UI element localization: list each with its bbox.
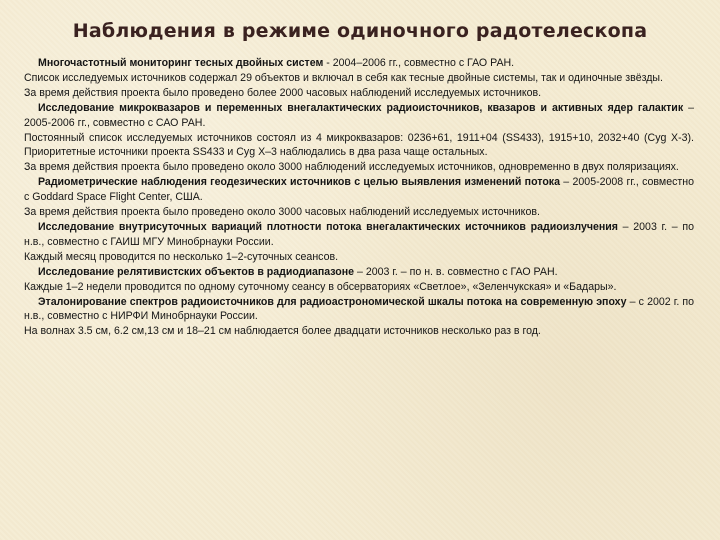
section-title: Радиометрические наблюдения геодезических источников с целью выявления изменений потока [38, 176, 560, 189]
section-period: – 2005-2006 гг., совместно с САО РАН. [24, 101, 694, 129]
section-period: – 2003 г. – по н. в. совместно с ГАО РАН. [354, 265, 558, 278]
section-text: За время действия проекта было проведено более 2000 часовых наблюдений исследуемых источников. [24, 86, 542, 99]
slide-title-text: Наблюдения в режиме одиночного радотелескопа [72, 20, 648, 42]
section-period: – 2003 г. – по н.в., совместно с ГАИШ МГУ Минобрнауки России. [24, 220, 694, 248]
section-title: Исследование микроквазаров и переменных внегалактических радиоисточников, квазаров и активных ядер галактик [38, 101, 684, 114]
section-heading [24, 265, 694, 280]
section-text: За время действия проекта было проведено около 3000 наблюдений исследуемых источников, одновременно в двух поляризациях. [24, 161, 679, 174]
section-text: Список исследуемых источников содержал 29 объектов и включал в себя как тесные двойные системы, так и одиночные звёзды. [24, 71, 663, 84]
section-title: Исследование внутрисуточных вариаций плотности потока внегалактических источников радиоизлучения [38, 220, 618, 233]
slide-title [0, 20, 720, 42]
section-period: – 2005-2008 гг., совместно с Goddard Space Flight Center, США. [24, 176, 694, 204]
section-title: Исследование релятивистских объектов в радиодиапазоне [38, 265, 355, 278]
section-period: - 2004–2006 гг., совместно с ГАО РАН. [323, 57, 515, 69]
section-heading [24, 56, 694, 71]
section-heading [24, 220, 694, 250]
section-period: – с 2002 г. по н.в., совместно с НИРФИ Минобрнауки России. [24, 295, 694, 323]
section-text: Каждые 1–2 недели проводится по одному суточному сеансу в обсерваториях «Светлое», «Зеленчукская» и «Бадары». [24, 280, 617, 293]
slide-content [24, 56, 694, 339]
section-title: Многочастотный мониторинг тесных двойных систем [38, 57, 324, 69]
section-text: За время действия проекта было проведено около 3000 часовых наблюдений исследуемых источников. [24, 206, 540, 219]
section-title: Эталонирование спектров радиоисточников для радиоастрономической шкалы потока на современную эпоху [38, 295, 627, 308]
section-text: На волнах 3.5 см, 6.2 см,13 см и 18–21 см наблюдается более двадцати источников несколько раз в год. [24, 325, 541, 338]
section-heading [24, 175, 694, 205]
section-text: Постоянный список исследуемых источников состоял из 4 микроквазаров: 0236+61, 1911+04 (SS433), 1915+10, 2032+40 (Cyg X-3). Приоритетные источники проекта SS433 и Cyg X–3 наблюдались в два раза чаще остальных. [24, 131, 694, 159]
section-heading [24, 295, 694, 325]
section-text: Каждый месяц проводится по несколько 1–2-суточных сеансов. [24, 250, 339, 263]
section-heading [24, 101, 694, 131]
